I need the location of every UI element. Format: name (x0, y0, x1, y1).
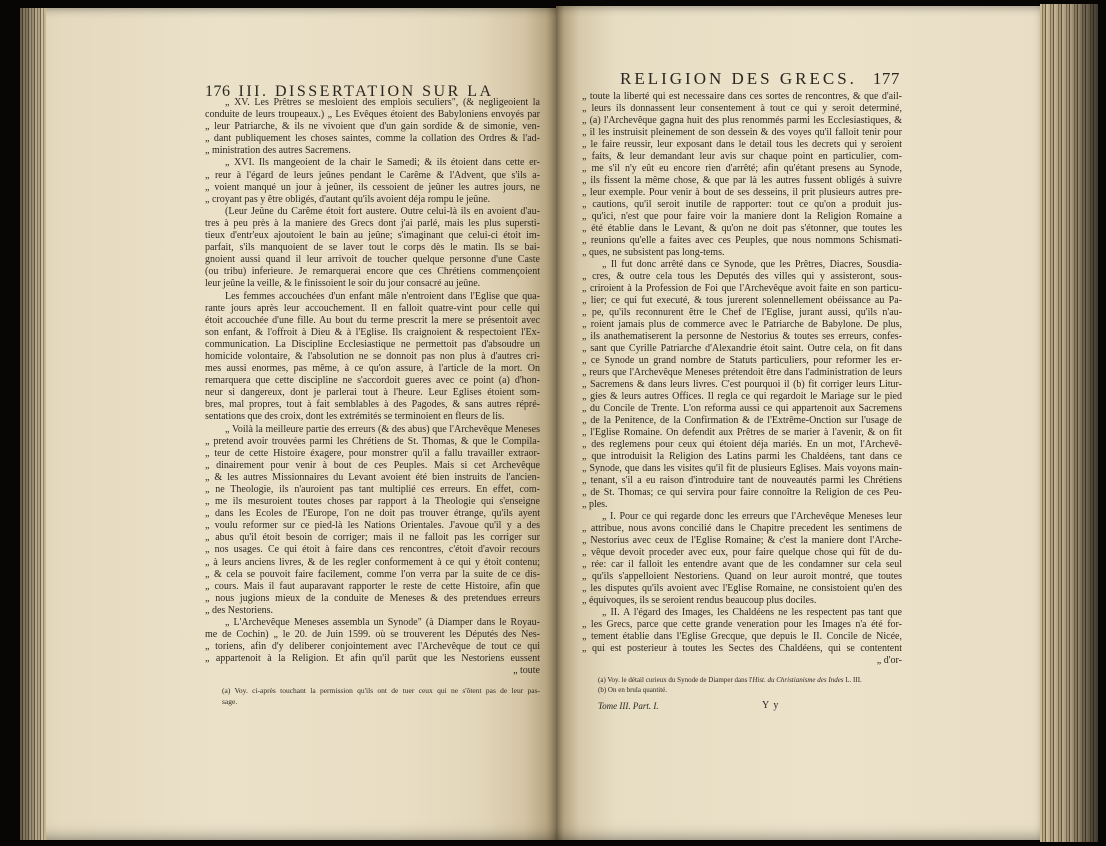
text-line: „ reurs que l'Archevêque Meneses prétendoit être dans l'administration de leurs (582, 367, 902, 378)
text-line: leur jeûne la veille, & le finissoient le soir du jour consacré au jeûne. (205, 278, 481, 290)
text-line: „ cautions, qu'il seroit inutile de rapporter: tout ce qu'on a produit jus- (582, 199, 902, 210)
text-line: „ croyant pas y être obligés, d'autant qu'ils avoient déja rompu le jeûne. (205, 193, 491, 205)
text-line: „ toute la liberté qui est necessaire dans ces sortes de rencontres, & que d'ail- (582, 91, 902, 102)
page-number: 177 (872, 69, 900, 88)
text-line: „ gies & leurs autres Offices. Il regla ce qui regardoit le Mariage sur le pied (582, 391, 902, 402)
text-line: „ me s'il n'y eût eu encore rien d'arrêté; afin qu'étant presens au Synode, (582, 163, 902, 174)
text-line: Les femmes accouchées d'un enfant mâle n'entroient dans l'Eglise que qua- (225, 290, 540, 302)
paragraph (205, 291, 540, 424)
text-line: „ nous jugions mieux de la conduite de Meneses & des pretendues erreurs (205, 592, 540, 604)
text-line: „ qu'ici, n'est que pour faire voir la maniere dont la Religion Romaine a (582, 211, 902, 222)
text-line: me de Cochin) „ le 20. de Juin 1599. où se trouverent les Députés des Nes- (205, 629, 540, 641)
text-line: „ pretend avoir trouvées parmi les Chrétiens de St. Thomas, & que le Compila- (205, 435, 540, 447)
text-line: conduite de leurs troupeaux.) „ Les Evêques étoient des Babyloniens envoyés par (205, 109, 540, 121)
running-head-title: III. DISSERTATION SUR LA (238, 83, 494, 100)
text-line: remarquera que cette discipline ne s'accordoit gueres avec ce point (a) d'hon- (205, 375, 540, 387)
text-line: „ lier; ce qui fut executé, & tous jurerent solennellement obéissance au Pa- (582, 295, 902, 306)
text-line: „ de la Penitence, de la Confirmation & de l'Extrême-Onction sur l'usage de (582, 415, 902, 426)
text-line: „ leur exemple. Pour venir à bout de ses desseins, il prit plusieurs autres pre- (582, 187, 902, 198)
text-line: „ le faire reussir, leur exposant dans le detail tous les decrets qui y seroient (582, 139, 902, 150)
text-line: „ équivoques, ils se seroient rendus beaucoup plus dociles. (582, 595, 817, 606)
paragraph (582, 259, 902, 511)
paragraph (205, 617, 540, 665)
paragraph (205, 97, 540, 157)
footnote-b: (b) On en brula quantité. (598, 686, 668, 694)
text-line: „ qu'ils s'appelloient Nestoriens. Quand on leur auroit montré, que toutes (582, 571, 902, 582)
text-line: rante jours après leur accouchement. Il en falloit quatre-vint pour celle qui (205, 302, 540, 314)
paragraph (582, 91, 902, 259)
text-line: „ Voilà la meilleure partie des erreurs (& des abus) que l'Archevêque Meneses (225, 423, 540, 435)
catchword: „ toute (513, 665, 540, 677)
running-head-title: RELIGION DES GRECS. (620, 69, 857, 88)
text-line: homicide volontaire, & l'absolution ne se donnoit pas non plus à d'autres cri- (205, 350, 540, 362)
footnote-line: sage. (222, 697, 238, 706)
signature-line (598, 699, 888, 713)
text-line: „ des Nestoriens. (205, 604, 274, 616)
text-line: mes aussi enormes, pas même, à ce qu'on assure, à l'article de la mort. On (205, 363, 540, 375)
text-line: „ appartenoit à la Religion. Et afin qu'il parût que les Nestoriens eussent (205, 653, 540, 665)
text-line: „ L'Archevêque Meneses assembla un Synode" (à Diamper dans le Royau- (225, 617, 540, 629)
text-block (205, 97, 540, 678)
text-line: „ sant que Cyrille Patriarche d'Alexandrie étoit saint. Outre cela, on fit dans (582, 343, 902, 354)
text-line: étoit accouchée d'une fille. Au bout du terme prescrit la mere se présentoit avec (205, 314, 540, 326)
text-line: bres, mal propres, tout à fait semblables à des Pagodes, & sans autres répré- (205, 399, 540, 411)
paragraphs (205, 97, 540, 665)
text-line: „ pe, qu'ils reconnurent être le Chef de l'Eglise, jurant aussi, qu'ils n'au- (582, 307, 902, 318)
text-line: „ teur de cette Histoire éxagere, pour monstrer qu'il a fallu travailler extraor- (205, 447, 540, 459)
text-line: „ ils fissent la même chose, & que par là les autres fussent obligés à suivre (582, 175, 902, 186)
text-line: „ leur Patriarche, & ils ne vivoient que d'un gain sordide & de simonie, ven- (205, 121, 540, 133)
catchword: „ d'or- (876, 655, 902, 666)
text-line: „ qui est posterieur à toutes les Sectes des Chaldéens, qui se contentent (582, 643, 902, 654)
text-line: „ voient manqué un jour à jeûner, ils cessoient de jeûner les autres jours, ne (205, 181, 540, 193)
text-line: sentations que des croix, dont les extrémités se terminoient en fleurs de lis. (205, 411, 505, 423)
left-page (20, 8, 556, 840)
footnote-a (598, 675, 888, 685)
text-line: gnoient aussi quand il leur arrivoit de toucher quelque personne d'une Caste (205, 254, 540, 266)
text-line: „ de St. Thomas; ce qui servira pour faire connoître la Religion de ces Peu- (582, 487, 902, 498)
text-line: „ criroient à la Profession de Foi que l'Archevêque avoit faite en son particu- (582, 283, 902, 294)
text-line: „ faits, & leur demandant leur avis sur chaque point en particulier, com- (582, 151, 902, 162)
text-line: „ dans les Ecoles de l'Europe, l'on ne doit pas trouver étrange, qu'ils ayent (205, 508, 540, 520)
text-line: „ me ils mesuroient toutes choses par rapport à la Theologie qui s'enseigne (205, 496, 540, 508)
text-line: „ ils anathematiserent la personne de Nestorius & toutes ses erreurs, confes- (582, 331, 902, 342)
running-head (620, 69, 906, 89)
text-line: „ leurs ils donnassent leur consentement à tout ce qui y seroit determiné, (582, 103, 902, 114)
page-edges (1040, 4, 1098, 842)
text-line: „ XV. Les Prêtres se mesloient des emplois seculiers", (& negligeoient la (225, 97, 540, 108)
text-line: (Leur Jeûne du Carême étoit fort austere. Outre celui-là ils en avoient d'au- (225, 205, 540, 217)
text-line: „ vêque devoit proceder avec eux, pour faire quelque chose qui fût de du- (582, 547, 902, 558)
text-line: „ reur à l'égard de leurs jeûnes pendant le Carême & l'Advent, que s'ils a- (205, 169, 540, 181)
footnote-a-text: (a) Voy. le détail curieux du Synode de Diamper dans l' (598, 676, 753, 684)
text-block (582, 91, 902, 667)
text-line: „ abus qu'il étoit besoin de corriger; mais il ne falloit pas les corriger sur (205, 532, 540, 544)
text-line: „ tenant, s'il a eu raison d'introduire tant de nouveautés parmi les Chrétiens (582, 475, 902, 486)
text-line: communication. La Discipline Ecclesiastique ne permettoit pas d'absoudre un (205, 338, 540, 350)
text-line: „ I. Pour ce qui regarde donc les erreurs que l'Archevêque Meneses leur (602, 511, 902, 522)
text-line: „ dant publiquement les choses saintes, comme la collation des Ordres & l'ad- (205, 133, 540, 145)
text-line: „ des reglemens pour ceux qui étoient déja mariés. En un mot, l'Archevê- (582, 439, 902, 450)
text-line: „ ne Theologie, ils n'auroient pas tant multiplié ces erreurs. En effet, com- (205, 484, 540, 495)
text-line: „ XVI. Ils mangeoient de la chair le Samedi; & ils étoient dans cette er- (225, 157, 540, 169)
text-line: „ à leurs anciens livres, & de les regler conformement à ce qui y étoit contenu; (205, 556, 540, 568)
paragraph (205, 157, 540, 205)
text-line: „ les disputes qu'ils avoient avec l'Eglise Romaine, ne consistoient qu'en des (582, 583, 902, 594)
text-line: „ il les instruisit pleinement de son dessein & des voyes qu'il falloit tenir pour (582, 127, 902, 138)
text-line: tres à peu près à la maniere des Grecs dont j'ai parlé, mais les plus supersti- (205, 217, 540, 229)
text-line: „ & cela se pouvoit faire facilement, comme l'on verra par la suite de ce dis- (205, 568, 540, 580)
text-line: „ attribue, nous avons concilié dans le Chapitre precedent les sentimens de (582, 523, 902, 534)
paragraphs (582, 91, 902, 655)
text-line: „ cours. Mais il faut auparavant rapporter le reste de cette Histoire, afin que (205, 580, 540, 592)
text-line: „ dinairement pour venir à bout de ces Peuples. Mais si cet Archevêque (205, 459, 540, 471)
footnote-a-title: Hist. du Christianisme des Indes (752, 676, 844, 684)
text-line: „ Nestorius avec ceux de l'Eglise Romaine; & c'est la maniere dont l'Arche- (582, 535, 902, 546)
text-line: „ cres, & outre cela tous les Deputés des villes qui y assisteront, sous- (582, 271, 902, 282)
page-edges (20, 8, 46, 840)
text-line: „ II. A l'égard des Images, les Chaldéens ne les respectent pas tant que (602, 607, 902, 618)
text-line: „ voulu reformer sur ce pied-là les Nations Orientales. J'avoue qu'il y a des (205, 520, 540, 532)
page-number: 176 (205, 83, 231, 100)
text-line: „ Il fut donc arrêté dans ce Synode, que les Prêtres, Diacres, Sousdia- (602, 259, 902, 270)
footnote-a-ref: L. III. (843, 676, 862, 684)
paragraph (582, 607, 902, 655)
paragraph (582, 511, 902, 607)
text-line: parfait, s'ils manquoient de se laver tout le corps dès le matin. Ils se bai- (205, 242, 540, 254)
paragraph (205, 424, 540, 618)
volume-signature: Tome III. Part. I. (598, 701, 659, 711)
text-line: „ tement établie dans l'Eglise Grecque, que depuis le II. Concile de Nicée, (582, 631, 902, 642)
text-line: „ rée: car il falloit les entendre avant que de les condamner sur cela seul (582, 559, 902, 570)
text-line: „ & les autres Missionnaires du Levant avoient été bien instruits de l'ancien- (205, 471, 540, 483)
text-line: son enfant, & l'offroit à Dieu & à l'Eglise. Ils craignoient & respectoient l'Ex- (205, 326, 540, 338)
paragraph (205, 206, 540, 291)
text-line: „ ministration des autres Sacremens. (205, 145, 351, 157)
text-line: „ (a) l'Archevêque gagna huit des plus renommés parmi les Ecclesiastiques, & (582, 115, 902, 126)
right-page (556, 6, 1040, 840)
text-line: „ ques, ne subsistent pas long-tems. (582, 247, 725, 258)
text-line: tieux d'entr'eux ajoutoient le bain au jeûne; s'imaginant que celui-ci étoit im- (205, 230, 540, 242)
text-line: „ que introduisit la Religion des Latins parmi les Chaldéens, tant dans ce (582, 451, 902, 462)
text-line: „ reunions qu'elle a faites avec ces Peuples, que nous nommons Schismati- (582, 235, 902, 246)
text-line: „ été établie dans le Levant, & qu'on ne doit pas s'étonner, que toutes les (582, 223, 902, 234)
text-line: „ ce Synode un grand nombre de Statuts particuliers, pour reformer les er- (582, 355, 902, 366)
text-line: neur si dangereux, dont je parlerai tout à l'heure. Leur Eglises étoient som- (205, 387, 540, 399)
text-line: „ roient jamais plus de commerce avec le Patriarche de Babylone. De plus, (582, 319, 902, 330)
signature-mark: Y y (762, 700, 780, 711)
text-line: „ nos usages. Ce qui étoit à faire dans ces rencontres, c'étoit d'avoir recours (205, 544, 540, 556)
text-line: „ Sacremens & dans leurs livres. C'est pourquoi il (b) fit corriger leurs Litur- (582, 379, 902, 390)
text-line: „ toriens, afin d'y deliberer conjointement avec l'Archevêque de tout ce qui (205, 641, 540, 653)
text-line: „ les Grecs, parce que cette grande veneration pour les Images n'a été for- (582, 619, 902, 630)
footnote-line: (a) Voy. ci-après touchant la permission qu'ils ont de tuer ceux qui ne s'ôtent pas de leur pas- (222, 686, 540, 695)
footnotes (598, 675, 888, 713)
footnotes (222, 685, 540, 707)
text-line: „ ples. (582, 499, 608, 510)
text-line: „ Synode, que dans les visites qu'il fit de plusieurs Eglises. Mais voyons main- (582, 463, 902, 474)
text-line: „ du Concile de Trente. L'on reforma aussi ce qui appartenoit aux Sacremens (582, 403, 902, 414)
text-line: (ou tribu) inferieure. Je remarquerai encore que ces Chrétiens commençoient (205, 266, 540, 278)
text-line: „ l'Eglise Romaine. On defendit aux Prêtres de se marier à l'avenir, & on fit (582, 427, 902, 438)
